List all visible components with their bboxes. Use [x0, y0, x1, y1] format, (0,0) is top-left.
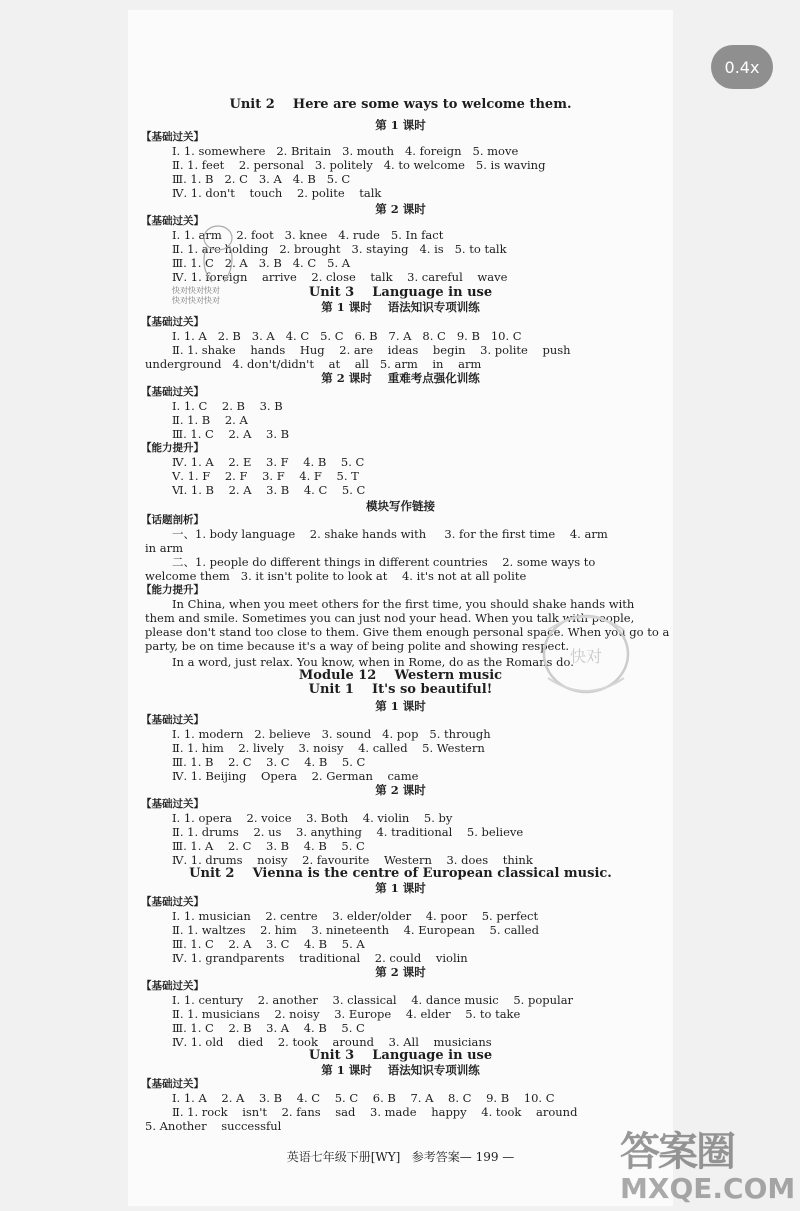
answer-line: 二、1. people do different things in different countries 2. some ways to: [172, 555, 596, 569]
answer-line: Ⅰ. 1. opera 2. voice 3. Both 4. violin 5. by: [172, 811, 453, 825]
answer-line: Ⅲ. 1. B 2. C 3. C 4. B 5. C: [172, 755, 366, 769]
unit-heading: Module 12 Western music: [298, 668, 503, 683]
lesson-heading: 第 1 课时: [375, 881, 426, 895]
section-label: 【基础过关】: [141, 714, 204, 726]
answer-line: Ⅳ. 1. grandparents traditional 2. could violin: [172, 951, 468, 965]
answer-line-continued: in arm: [145, 541, 183, 555]
answer-line: Ⅱ. 1. are holding 2. brought 3. staying 4. is 5. to talk: [172, 242, 507, 256]
section-label: 【基础过关】: [141, 896, 204, 908]
lesson-heading: 第 2 课时: [375, 965, 426, 979]
pencil-sketch-icon: [196, 218, 240, 288]
answer-line-continued: 5. Another successful: [145, 1119, 282, 1133]
unit-heading: Unit 3 Language in use: [308, 1048, 493, 1063]
answer-line: Ⅰ. 1. musician 2. centre 3. elder/older 4. poor 5. perfect: [172, 909, 539, 923]
lesson-heading: 模块写作链接: [366, 499, 435, 513]
lesson-heading: 第 1 课时 语法知识专项训练: [321, 1063, 480, 1077]
stamp-logo-icon: [540, 600, 632, 708]
answer-line: Ⅱ. 1. him 2. lively 3. noisy 4. called 5. Western: [172, 741, 485, 755]
answer-line: Ⅰ. 1. C 2. B 3. B: [172, 399, 283, 413]
section-label: 【基础过关】: [141, 215, 204, 227]
side-note-1: 快对快对快对: [172, 286, 220, 295]
site-watermark: [620, 1120, 800, 1210]
section-label: 【能力提升】: [141, 584, 204, 596]
section-label: 【基础过关】: [141, 316, 204, 328]
answer-line: Ⅰ. 1. somewhere 2. Britain 3. mouth 4. foreign 5. move: [172, 144, 519, 158]
lesson-heading: 第 2 课时: [375, 202, 426, 216]
section-label: 【基础过关】: [141, 1078, 204, 1090]
section-label: 【话题剖析】: [141, 514, 204, 526]
answer-line: In a word, just relax. You know, when in Rome, do as the Romans do.: [172, 655, 574, 669]
answer-line-continued: underground 4. don't/didn't at all 5. arm in arm: [145, 357, 482, 371]
answer-line: Ⅳ. 1. old died 2. took around 3. All musicians: [172, 1035, 492, 1049]
answer-line: Ⅱ. 1. rock isn't 2. fans sad 3. made happy 4. took around: [172, 1105, 578, 1119]
answer-line: Ⅲ. 1. C 2. A 3. B: [172, 427, 290, 441]
watermark-logo-text: 答案圈: [620, 1129, 734, 1175]
answer-line: Ⅰ. 1. arm 2. foot 3. knee 4. rude 5. In fact: [172, 228, 444, 242]
section-label: 【基础过关】: [141, 980, 204, 992]
answer-line: Ⅱ. 1. musicians 2. noisy 3. Europe 4. elder 5. to take: [172, 1007, 521, 1021]
answer-line: Ⅴ. 1. F 2. F 3. F 4. F 5. T: [172, 469, 359, 483]
watermark-url: MXQE.COM: [620, 1172, 796, 1205]
answer-line: Ⅳ. 1. Beijing Opera 2. German came: [172, 769, 419, 783]
answer-line: Ⅰ. 1. A 2. A 3. B 4. C 5. C 6. B 7. A 8. C 9. B 10. C: [172, 1091, 555, 1105]
answer-line: Ⅰ. 1. modern 2. believe 3. sound 4. pop 5. through: [172, 727, 491, 741]
answer-line-continued: them and smile. Sometimes you can just nod your head. When you talk with people,: [145, 611, 635, 625]
answer-line: Ⅲ. 1. C 2. B 3. A 4. B 5. C: [172, 1021, 365, 1035]
answer-line: Ⅵ. 1. B 2. A 3. B 4. C 5. C: [172, 483, 366, 497]
zoom-level-badge[interactable]: 0.4x: [711, 45, 773, 89]
answer-line: Ⅱ. 1. drums 2. us 3. anything 4. traditional 5. believe: [172, 825, 524, 839]
lesson-heading: 第 2 课时: [375, 783, 426, 797]
answer-line: Ⅰ. 1. century 2. another 3. classical 4. dance music 5. popular: [172, 993, 574, 1007]
answer-line: Ⅲ. 1. B 2. C 3. A 4. B 5. C: [172, 172, 351, 186]
answer-line: In China, when you meet others for the first time, you should shake hands with: [172, 597, 635, 611]
page-footer: 英语七年级下册[WY] 参考答案— 199 —: [286, 1150, 515, 1164]
section-label: 【能力提升】: [141, 442, 204, 454]
lesson-heading: 第 1 课时: [375, 118, 426, 132]
lesson-heading: 第 1 课时 语法知识专项训练: [321, 300, 480, 314]
answer-line-continued: please don't stand too close to them. Give them enough personal space. When you go to a: [145, 625, 670, 639]
answer-line-continued: party, be on time because it's a way of being polite and showing respect.: [145, 639, 570, 653]
answer-line: Ⅱ. 1. B 2. A: [172, 413, 248, 427]
answer-line: Ⅳ. 1. A 2. E 3. F 4. B 5. C: [172, 455, 365, 469]
answer-line: Ⅳ. 1. don't touch 2. polite talk: [172, 186, 382, 200]
answer-line: Ⅳ. 1. drums noisy 2. favourite Western 3. does think: [172, 853, 533, 867]
unit-heading: Unit 2 Vienna is the centre of European classical music.: [189, 866, 612, 881]
section-label: 【基础过关】: [141, 798, 204, 810]
answer-line: Ⅰ. 1. A 2. B 3. A 4. C 5. C 6. B 7. A 8. C 9. B 10. C: [172, 329, 522, 343]
answer-line: 一、1. body language 2. shake hands with 3. for the first time 4. arm: [172, 527, 608, 541]
answer-line: Ⅱ. 1. waltzes 2. him 3. nineteenth 4. European 5. called: [172, 923, 539, 937]
side-note-2: 快对快对快对: [172, 296, 220, 305]
stamp-text: 快对: [569, 647, 603, 666]
section-label: 【基础过关】: [141, 131, 204, 143]
lesson-heading: 第 1 课时: [375, 699, 426, 713]
unit-heading: Unit 1 It's so beautiful!: [308, 682, 493, 697]
section-label: 【基础过关】: [141, 386, 204, 398]
answer-line: Ⅲ. 1. C 2. A 3. B 4. C 5. A: [172, 256, 351, 270]
unit-heading: Unit 2 Here are some ways to welcome them.: [229, 97, 572, 112]
answer-line-continued: welcome them 3. it isn't polite to look at 4. it's not at all polite: [145, 569, 527, 583]
answer-line: Ⅲ. 1. C 2. A 3. C 4. B 5. A: [172, 937, 365, 951]
answer-line: Ⅳ. 1. foreign arrive 2. close talk 3. careful wave: [172, 270, 508, 284]
lesson-heading: 第 2 课时 重难考点强化训练: [321, 371, 480, 385]
answer-line: Ⅲ. 1. A 2. C 3. B 4. B 5. C: [172, 839, 365, 853]
document-page: [128, 10, 673, 1206]
answer-line: Ⅱ. 1. shake hands Hug 2. are ideas begin 3. polite push: [172, 343, 571, 357]
answer-line: Ⅱ. 1. feet 2. personal 3. politely 4. to welcome 5. is waving: [172, 158, 546, 172]
unit-heading: Unit 3 Language in use: [308, 285, 493, 300]
